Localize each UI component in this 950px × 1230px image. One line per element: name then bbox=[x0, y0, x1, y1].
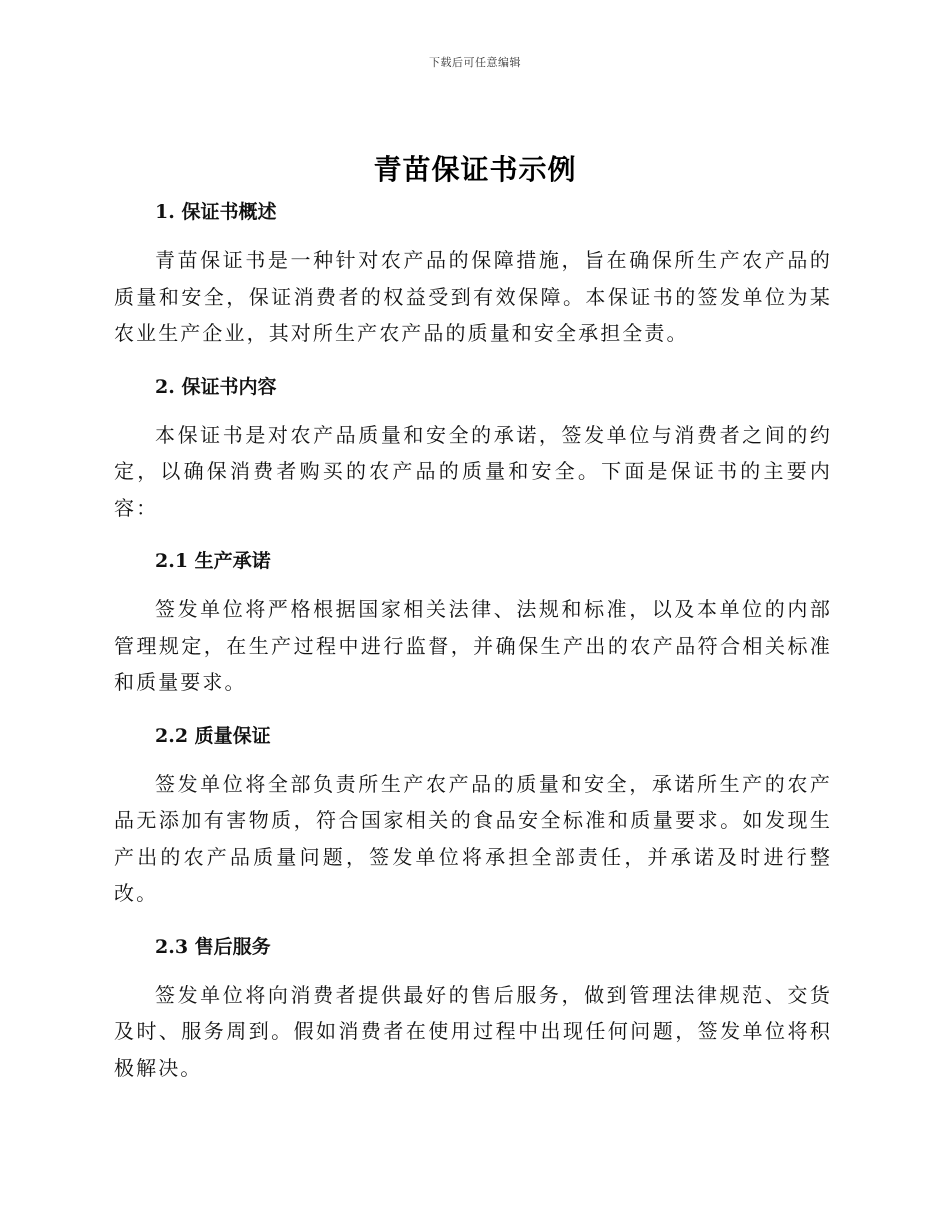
section-paragraph-production-commitment: 签发单位将严格根据国家相关法律、法规和标准，以及本单位的内部管理规定，在生产过程中进行监督，并确保生产出的农产品符合相关标准和质量要求。 bbox=[114, 597, 832, 694]
section-heading-after-sales: 2.3 售后服务 bbox=[155, 935, 271, 958]
document-title: 青苗保证书示例 bbox=[373, 153, 577, 186]
section-paragraph-content: 本保证书是对农产品质量和安全的承诺，签发单位与消费者之间的约定，以确保消费者购买的农产品的质量和安全。下面是保证书的主要内容： bbox=[114, 422, 832, 520]
section-paragraph-after-sales: 签发单位将向消费者提供最好的售后服务，做到管理法律规范、交货及时、服务周到。假如消费者在使用过程中出现任何问题，签发单位将积极解决。 bbox=[114, 982, 832, 1080]
section-heading-content: 2. 保证书内容 bbox=[155, 375, 277, 398]
section-heading-quality-guarantee: 2.2 质量保证 bbox=[155, 724, 271, 747]
section-paragraph-quality-guarantee: 签发单位将全部负责所生产农产品的质量和安全，承诺所生产的农产品无添加有害物质，符合国家相关的食品安全标准和质量要求。如发现生产出的农产品质量问题，签发单位将承担全部责任，并承诺及时进行整改。 bbox=[114, 771, 832, 905]
document-body bbox=[114, 192, 832, 1101]
section-heading-overview: 1. 保证书概述 bbox=[155, 201, 277, 223]
page-header-note: 下载后可任意编辑 bbox=[429, 56, 521, 69]
section-heading-production-commitment: 2.1 生产承诺 bbox=[155, 550, 271, 572]
section-paragraph-overview: 青苗保证书是一种针对农产品的保障措施，旨在确保所生产农产品的质量和安全，保证消费者的权益受到有效保障。本保证书的签发单位为某农业生产企业，其对所生产农产品的质量和安全承担全责。 bbox=[114, 248, 832, 345]
